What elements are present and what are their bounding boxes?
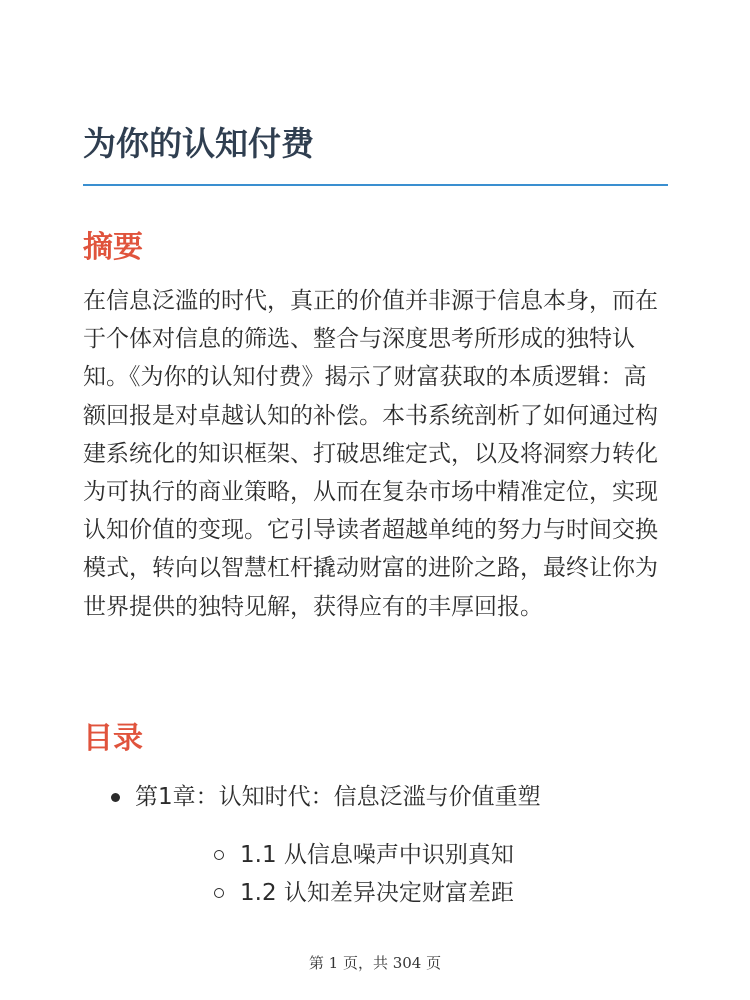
- toc-section-label: 1.1 从信息噪声中识别真知: [240, 842, 514, 868]
- abstract-heading: 摘要: [83, 230, 143, 265]
- bullet-disc-icon: [111, 793, 120, 802]
- toc-section-item: [135, 836, 668, 874]
- toc-section-list: [135, 836, 668, 912]
- abstract-paragraph: 在信息泛滥的时代，真正的价值并非源于信息本身，而在于个体对信息的筛选、整合与深度思考所形成的独特认知。《为你的认知付费》揭示了财富获取的本质逻辑：高额回报是对卓越认知的补偿。本书系统剖析了如何通过构建系统化的知识框架、打破思维定式，以及将洞察力转化为可执行的商业策略，从而在复杂市场中精准定位，实现认知价值的变现。它引导读者超越单纯的努力与时间交换模式，转向以智慧杠杆撬动财富的进阶之路，最终让你为世界提供的独特见解，获得应有的丰厚回报。: [83, 288, 658, 620]
- bullet-circle-icon: [214, 850, 224, 860]
- toc-heading: 目录: [83, 721, 143, 756]
- document-title: 为你的认知付费: [83, 124, 314, 163]
- toc-section-label: 1.2 认知差异决定财富差距: [240, 880, 514, 906]
- document-page: [83, 0, 668, 1000]
- toc-section-item: [135, 874, 668, 912]
- toc-list: [83, 778, 668, 912]
- toc-chapter-item: [83, 778, 668, 912]
- bullet-circle-icon: [214, 888, 224, 898]
- page-number-footer: 第 1 页，共 304 页: [308, 954, 442, 972]
- toc-chapter-label: 第1章：认知时代：信息泛滥与价值重塑: [135, 784, 541, 810]
- title-divider: [83, 184, 668, 186]
